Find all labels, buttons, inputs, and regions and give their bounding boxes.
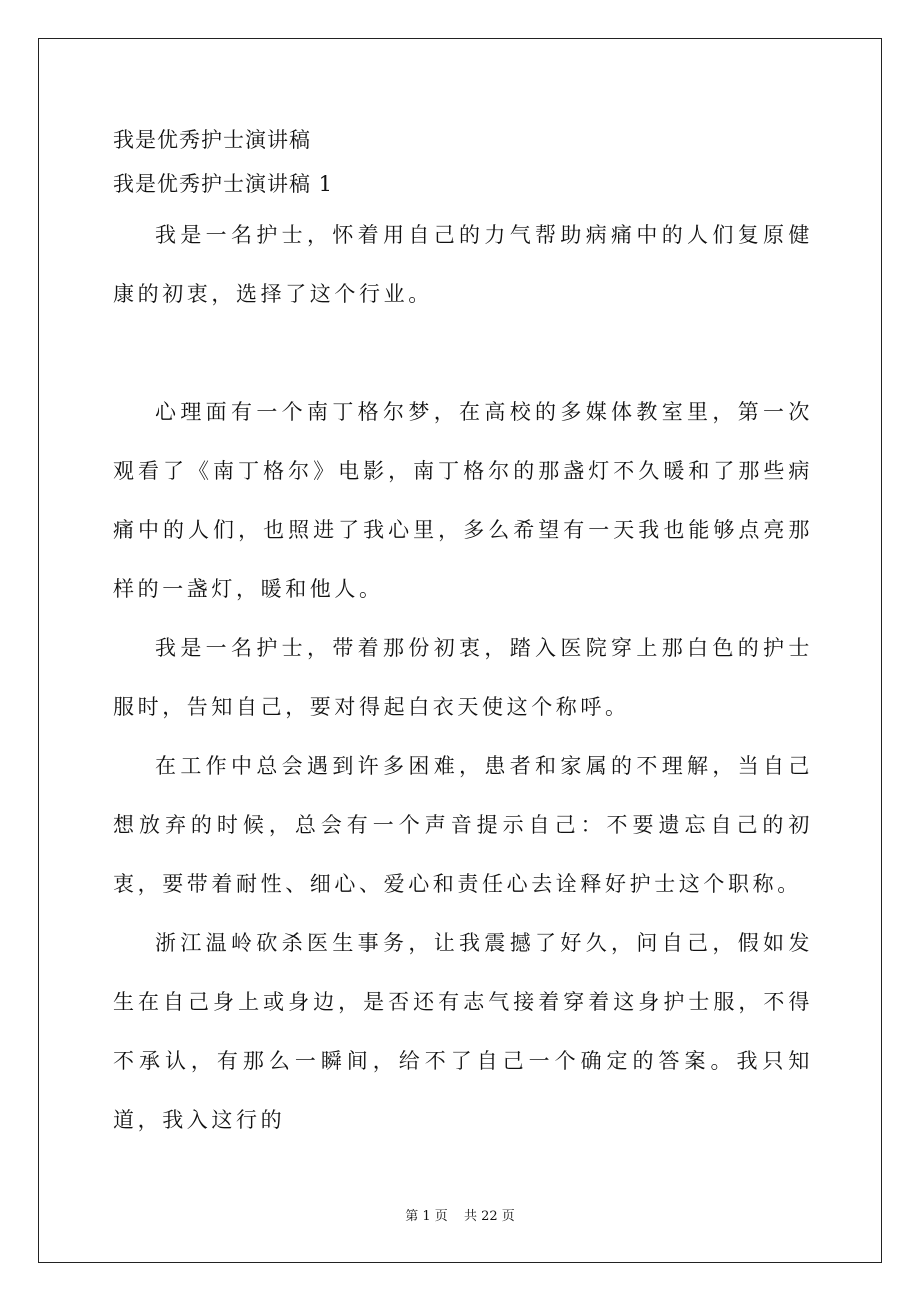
paragraph-1: 我是一名护士，怀着用自己的力气帮助病痛中的人们复原健康的初衷，选择了这个行业。 (113, 223, 813, 306)
document-body (113, 120, 813, 1150)
paragraph-5: 浙江温岭砍杀医生事务，让我震撼了好久，问自己，假如发生在自己身上或身边，是否还有志气接着穿着这身护士服，不得不承认，有那么一瞬间，给不了自己一个确定的答案。我只知道，我入这行的 (113, 931, 813, 1132)
section-heading: 我是优秀护士演讲稿 1 (113, 172, 334, 196)
paragraph-3: 我是一名护士，带着那份初衷，踏入医院穿上那白色的护士服时，告知自己，要对得起白衣天使这个称呼。 (113, 636, 813, 719)
document-title: 我是优秀护士演讲稿 (113, 128, 311, 152)
paragraph-4: 在工作中总会遇到许多困难，患者和家属的不理解，当自己想放弃的时候，总会有一个声音提示自己：不要遗忘自己的初衷，要带着耐性、细心、爱心和责任心去诠释好护士这个职称。 (113, 754, 813, 896)
paragraph-spacer (113, 324, 813, 383)
page-total: 共 22 页 (463, 1209, 515, 1224)
paragraph-2: 心理面有一个南丁格尔梦，在高校的多媒体教室里，第一次观看了《南丁格尔》电影，南丁格尔的那盏灯不久暖和了那些病痛中的人们，也照进了我心里，多么希望有一天我也能够点亮那样的一盏灯，暖和他人。 (113, 400, 813, 601)
page-number: 第 1 页 (405, 1209, 448, 1224)
page-footer (0, 1205, 920, 1224)
